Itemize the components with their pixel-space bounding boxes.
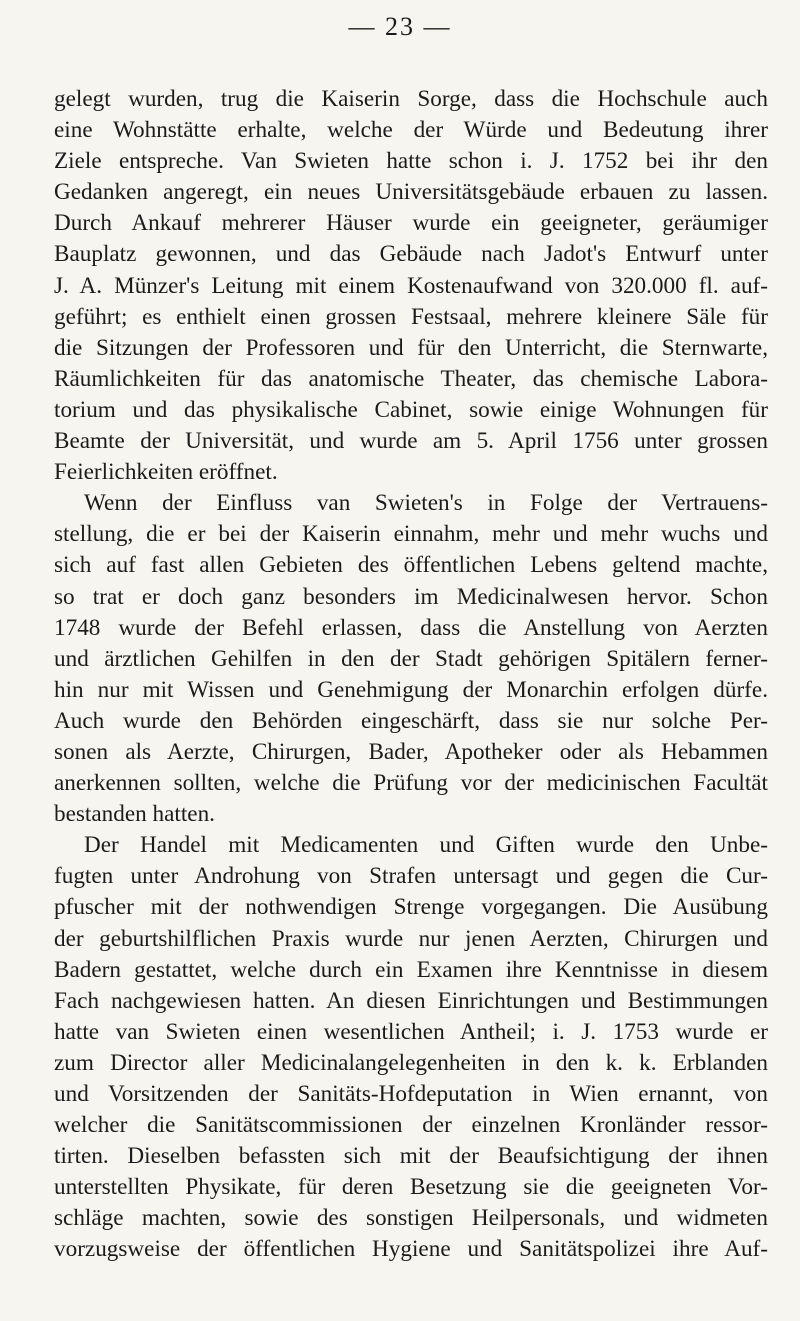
- text-line: 1748 wurde der Befehl erlassen, dass die Anstellung von Aerzten: [54, 614, 768, 641]
- text-line: fugten unter Androhung von Strafen untersagt und gegen die Cur-: [54, 863, 768, 890]
- text-line: zum Director aller Medicinalangelegenheiten in den k. k. Erblanden: [54, 1049, 768, 1076]
- text-line: schläge machten, sowie des sonstigen Heilpersonals, und widmeten: [54, 1205, 768, 1232]
- text-line: vorzugsweise der öffentlichen Hygiene und Sanitätspolizei ihre Auf-: [54, 1236, 768, 1263]
- text-line: bestanden hatten.: [54, 801, 215, 828]
- text-line: hin nur mit Wissen und Genehmigung der Monarchin erfolgen dürfe.: [54, 676, 768, 703]
- text-line: Beamte der Universität, und wurde am 5. April 1756 unter grossen: [54, 428, 768, 455]
- text-line: Feierlichkeiten eröffnet.: [54, 459, 278, 486]
- text-line: Auch wurde den Behörden eingeschärft, dass sie nur solche Per-: [54, 707, 768, 734]
- paragraph-2: [54, 488, 768, 830]
- text-line: tirten. Dieselben befassten sich mit der Beaufsichtigung der ihnen: [54, 1143, 768, 1170]
- text-line: hatte van Swieten einen wesentlichen Antheil; i. J. 1753 wurde er: [54, 1018, 768, 1045]
- text-line: sich auf fast allen Gebieten des öffentlichen Lebens geltend machte,: [54, 552, 768, 579]
- text-line: sonen als Aerzte, Chirurgen, Bader, Apotheker oder als Hebammen: [54, 738, 768, 765]
- text-line: eine Wohnstätte erhalte, welche der Würde und Bedeutung ihrer: [54, 117, 768, 144]
- paragraph-3: [54, 830, 768, 1265]
- text-line: welcher die Sanitätscommissionen der einzelnen Kronländer ressor-: [54, 1112, 768, 1139]
- text-line: Räumlichkeiten für das anatomische Theater, das chemische Labora-: [54, 365, 768, 392]
- text-line: Gedanken angeregt, ein neues Universitätsgebäude erbauen zu lassen.: [54, 179, 768, 206]
- text-line: stellung, die er bei der Kaiserin einnahm, mehr und mehr wuchs und: [54, 521, 768, 548]
- text-line: die Sitzungen der Professoren und für den Unterricht, die Sternwarte,: [54, 334, 768, 361]
- text-line: pfuscher mit der nothwendigen Strenge vorgegangen. Die Ausübung: [54, 894, 768, 921]
- text-line: der geburtshilflichen Praxis wurde nur jenen Aerzten, Chirurgen und: [54, 925, 768, 952]
- text-line: und ärztlichen Gehilfen in den der Stadt gehörigen Spitälern ferner-: [54, 645, 768, 672]
- text-line: J. A. Münzer's Leitung mit einem Kostenaufwand von 320.000 fl. auf-: [54, 272, 768, 299]
- body-text: [54, 84, 768, 1266]
- text-line: Wenn der Einfluss van Swieten's in Folge der Vertrauens-: [84, 490, 768, 517]
- text-line: geführt; es enthielt einen grossen Festsaal, mehrere kleinere Säle für: [54, 303, 768, 330]
- text-line: Fach nachgewiesen hatten. An diesen Einrichtungen und Bestimmungen: [54, 987, 768, 1014]
- text-line: anerkennen sollten, welche die Prüfung vor der medicinischen Facultät: [54, 770, 768, 797]
- text-line: Ziele entspreche. Van Swieten hatte schon i. J. 1752 bei ihr den: [54, 148, 768, 175]
- text-line: Badern gestattet, welche durch ein Examen ihre Kenntnisse in diesem: [54, 956, 768, 983]
- page-number: — 23 —: [348, 12, 452, 41]
- text-line: so trat er doch ganz besonders im Medicinalwesen hervor. Schon: [54, 583, 768, 610]
- text-line: Der Handel mit Medicamenten und Giften wurde den Unbe-: [84, 832, 768, 859]
- text-line: gelegt wurden, trug die Kaiserin Sorge, dass die Hochschule auch: [54, 86, 768, 112]
- text-line: Durch Ankauf mehrerer Häuser wurde ein geeigneter, geräumiger: [54, 210, 768, 237]
- text-line: unterstellten Physikate, für deren Besetzung sie die geeigneten Vor-: [54, 1174, 768, 1201]
- text-line: und Vorsitzenden der Sanitäts-Hofdeputation in Wien ernannt, von: [54, 1081, 768, 1107]
- paragraph-1: [54, 84, 768, 488]
- text-line: torium und das physikalische Cabinet, sowie einige Wohnungen für: [54, 396, 768, 423]
- text-line: Bauplatz gewonnen, und das Gebäude nach Jadot's Entwurf unter: [54, 241, 768, 268]
